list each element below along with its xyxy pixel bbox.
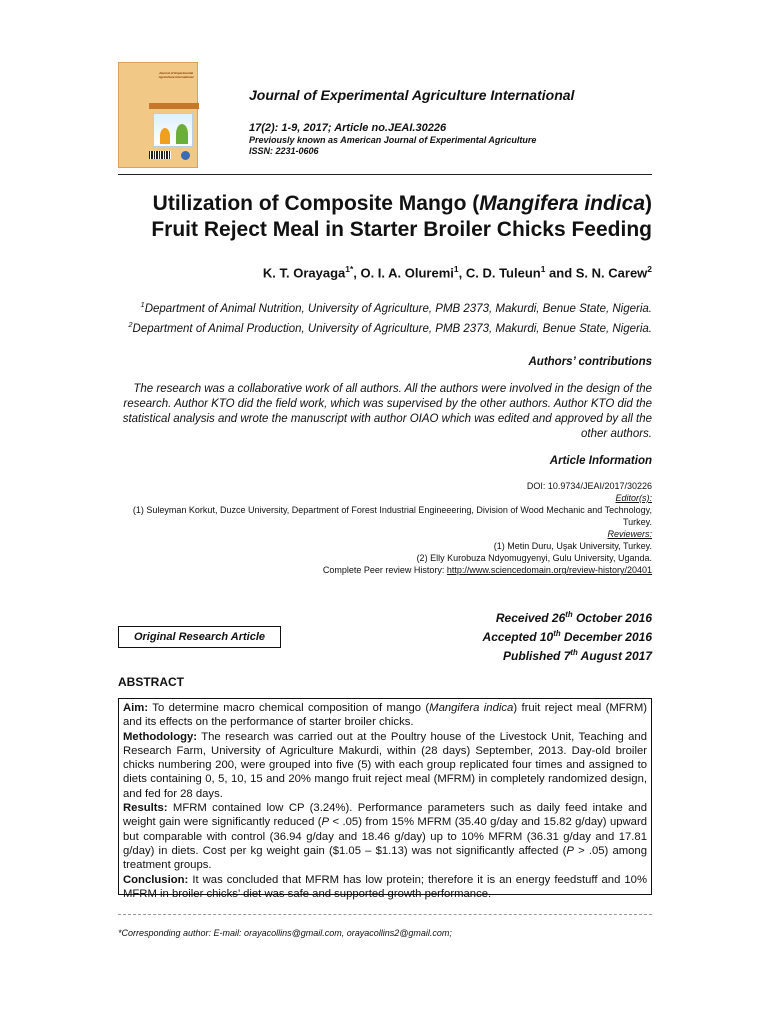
reviewers-label: Reviewers: <box>607 529 652 539</box>
review-history-link[interactable]: http://www.sciencedomain.org/review-history/20401 <box>446 565 652 575</box>
cover-journal-title: Journal of Experimental Agriculture International <box>158 71 194 79</box>
article-dates <box>380 607 652 664</box>
abstract-conclusion: Conclusion: It was concluded that MFRM has low protein; therefore it is an energy feedstuff and 10% MFRM in broiler chicks’ diet was safe and supported growth performance. <box>123 873 647 900</box>
author-name: S. N. Carew <box>575 265 648 281</box>
affiliation-item: $^1$Department of Animal Nutrition, University of Agriculture, PMB 2373, Makurdi, Benue State, Nigeria. <box>140 300 652 315</box>
editors-label: Editor(s): <box>615 493 652 503</box>
corresponding-author-footnote: *Corresponding author: E-mail: orayacollins@gmail.com, orayacollins2@gmail.com; <box>118 928 452 938</box>
reviewer-item: (1) Metin Duru, Uşak University, Turkey. <box>493 541 652 551</box>
article-info-heading: Article Information <box>549 455 652 467</box>
contributions-heading: Authors’ contributions <box>528 356 652 368</box>
article-title: Utilization of Composite Mango (Mangifera indica) Fruit Reject Meal in Starter Broiler Chicks Feeding <box>151 192 652 241</box>
article-info <box>118 480 652 576</box>
editor-item: (1) Suleyman Korkut, Duzce University, Department of Forest Industrial Engineeering, Division of Wood Mechanic and Technology, Turkey. <box>132 505 652 527</box>
header-divider <box>118 174 652 175</box>
published-date: Published 7th August 2017 <box>503 648 652 663</box>
doi: DOI: 10.9734/JEAI/2017/30226 <box>526 481 652 491</box>
reviewer-item: (2) Elly Kurobuza Ndyomugyenyi, Gulu University, Uganda. <box>416 553 652 563</box>
author-list: K. T. Orayaga$^{1*}$, O. I. A. Oluremi$^1$, C. D. Tuleun$^1$ and S. N. Carew$^2$ <box>262 264 652 281</box>
title-species-name: Mangifera indica <box>479 192 645 215</box>
journal-name: Journal of Experimental Agriculture International <box>249 87 575 103</box>
cover-illustration <box>153 113 193 147</box>
barcode-icon <box>149 151 171 159</box>
journal-cover-image <box>118 62 198 168</box>
affiliation-item: $^2$Department of Animal Production, University of Agriculture, PMB 2373, Makurdi, Benue State, Nigeria. <box>128 319 652 335</box>
journal-previous-name: Previously known as American Journal of Experimental Agriculture <box>249 135 537 145</box>
accepted-date: Accepted 10th December 2016 <box>482 629 652 644</box>
article-type-badge: Original Research Article <box>118 626 281 648</box>
journal-issn: ISSN: 2231-0606 <box>249 146 319 156</box>
abstract-box <box>118 698 652 900</box>
abstract-aim: Aim: To determine macro chemical composition of mango (Mangifera indica) fruit reject meal (MFRM) and its effects on the performance of starter broiler chicks. <box>123 702 647 729</box>
cover-band <box>149 103 199 109</box>
footnote-divider <box>118 914 652 915</box>
publisher-logo-icon <box>181 151 190 160</box>
affiliations <box>118 297 652 337</box>
contributions-text: The research was a collaborative work of all authors. All the authors were involved in the design of the research. Author KTO did the field work, which was supervised by the other authors. Author KTO did the statistical analysis and wrote the manuscript with author OIAO which was edited and approved by all the other authors. <box>122 383 652 440</box>
author-name: K. T. Orayaga <box>262 265 346 281</box>
author-name: C. D. Tuleun <box>465 265 541 281</box>
review-history: Complete Peer review History: http://www.sciencedomain.org/review-history/20401 <box>322 565 652 575</box>
received-date: Received 26th October 2016 <box>495 610 652 625</box>
journal-volume: 17(2): 1-9, 2017; Article no.JEAI.30226 <box>249 122 447 134</box>
abstract-methodology: Methodology: The research was carried out at the Poultry house of the Livestock Unit, Teaching and Research Farm, University of Agriculture Makurdi, within (28 days) September, 2013. Day-old broiler chicks numbering 200, were grouped into five (5) with each group replicated four times and assigned to diets containing 0, 5, 10, 15 and 20% mango fruit reject meal (MFRM) in completely randomized design, and fed for 28 days. <box>123 730 647 800</box>
author-name: O. I. A. Oluremi <box>360 265 454 281</box>
abstract-heading: ABSTRACT <box>118 675 184 689</box>
abstract-results: Results: MFRM contained low CP (3.24%). Performance parameters such as daily feed intake and weight gain were significantly reduced (P < .05) from 15% MFRM (35.40 g/day and 15.82 g/day) upward but comparable with control (36.94 g/day and 18.46 g/day) up to 10% MFRM (36.31 g/day and 17.81 g/day) in diets. Cost per kg weight gain ($1.05 – $1.13) was not significantly affected (P > .05) among treatment groups. <box>123 802 648 872</box>
